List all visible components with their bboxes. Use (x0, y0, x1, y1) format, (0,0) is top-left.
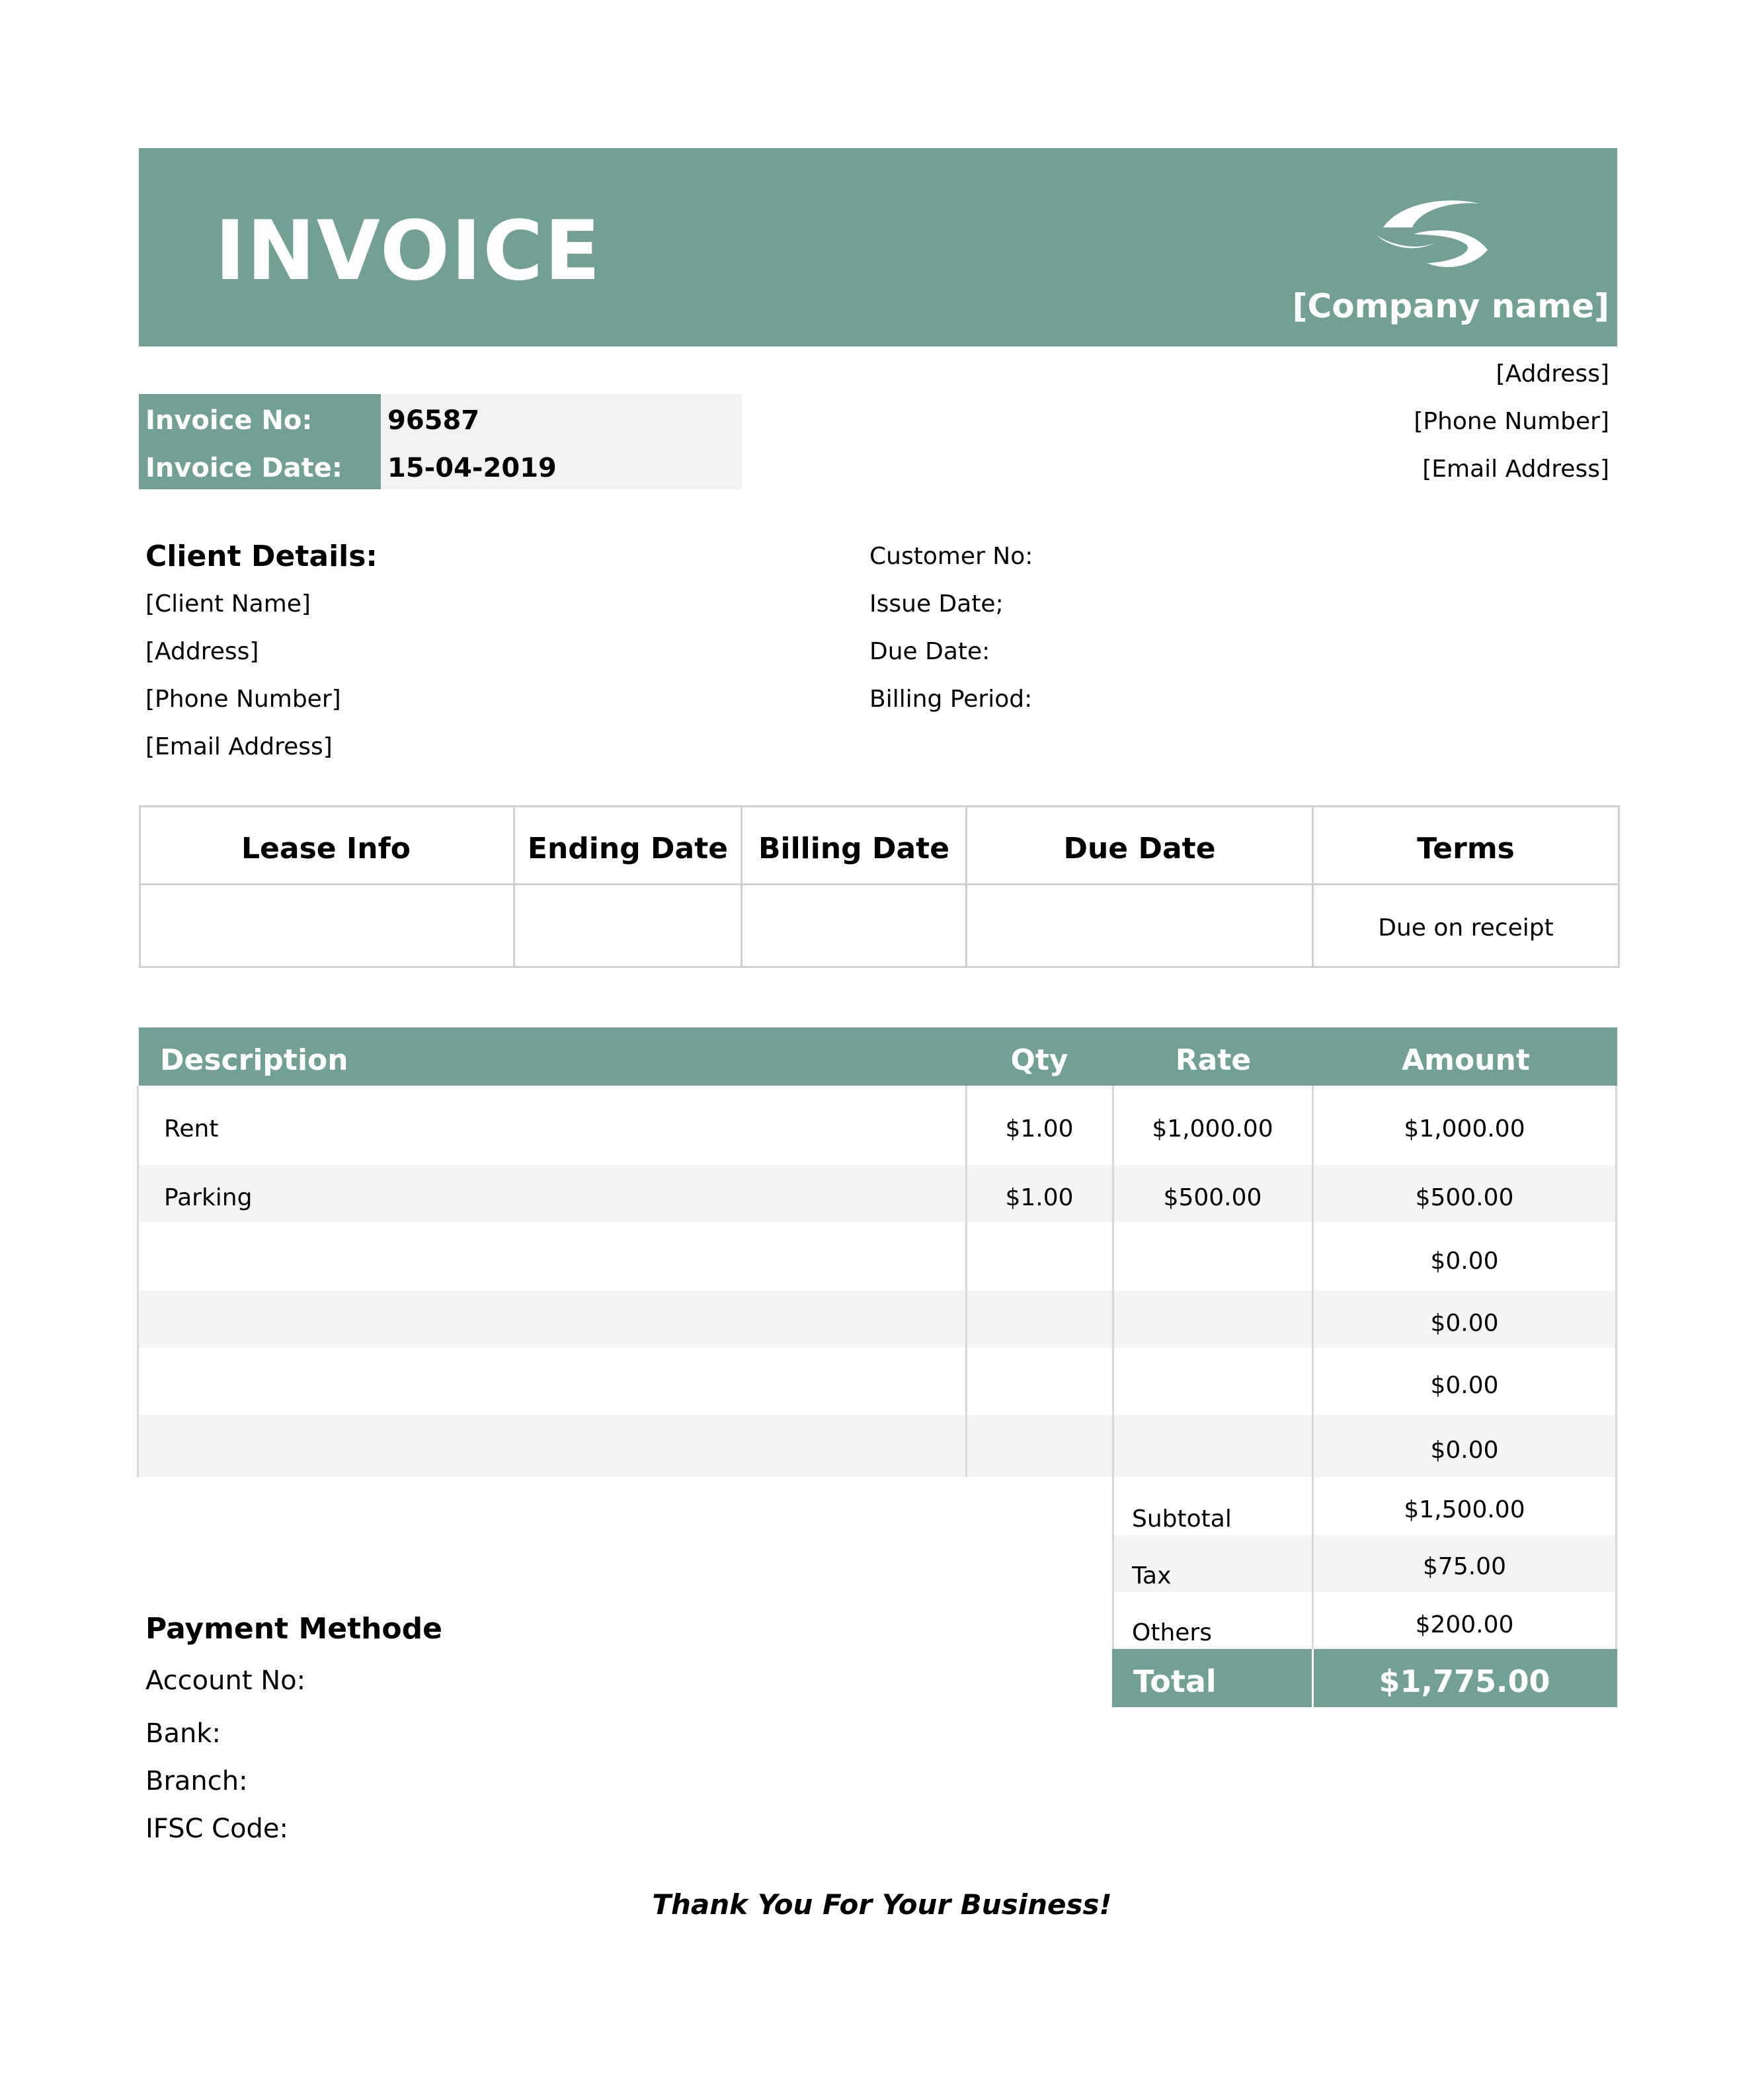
item-amount: $0.00 (1430, 1437, 1499, 1464)
lease-table-divider (139, 883, 1620, 885)
invoice-number-value[interactable]: 96587 (387, 405, 480, 436)
client-details-title: Client Details: (145, 540, 378, 573)
item-description[interactable]: Parking (164, 1184, 253, 1211)
client-address[interactable]: [Address] (145, 638, 259, 665)
others-value[interactable]: $200.00 (1415, 1611, 1514, 1638)
bank-label: Bank: (145, 1718, 221, 1749)
items-col-divider (1112, 1086, 1114, 1649)
invoice-title: INVOICE (215, 204, 602, 299)
company-address: [Address] (1496, 360, 1609, 387)
lease-header-terms: Terms (1417, 832, 1515, 865)
items-col-divider (965, 1086, 967, 1477)
invoice-date-label: Invoice Date: (145, 453, 342, 483)
client-phone[interactable]: [Phone Number] (145, 686, 341, 713)
due-date-label: Due Date: (869, 638, 990, 665)
total-value: $1,775.00 (1379, 1664, 1550, 1699)
invoice-date-value[interactable]: 15-04-2019 (387, 453, 557, 483)
item-qty[interactable]: $1.00 (1005, 1184, 1074, 1211)
item-amount: $1,000.00 (1404, 1115, 1525, 1143)
issue-date-label: Issue Date; (869, 590, 1004, 618)
item-amount: $0.00 (1430, 1310, 1499, 1337)
invoice-number-label: Invoice No: (145, 405, 313, 436)
item-rate[interactable]: $500.00 (1163, 1184, 1262, 1211)
lease-table (139, 805, 1620, 968)
total-label: Total (1133, 1664, 1217, 1699)
account-number-label: Account No: (145, 1665, 306, 1696)
lease-header-ending-date: Ending Date (527, 832, 729, 865)
items-header-description: Description (160, 1043, 348, 1077)
company-name: [Company name] (1292, 287, 1609, 325)
subtotal-label: Subtotal (1132, 1505, 1232, 1533)
lease-header-lease-info: Lease Info (241, 832, 411, 865)
items-header-rate: Rate (1175, 1043, 1252, 1077)
customer-no-label: Customer No: (869, 543, 1033, 570)
items-header-amount: Amount (1402, 1043, 1530, 1077)
lease-col-divider (513, 805, 515, 966)
items-header-qty: Qty (1010, 1043, 1068, 1077)
item-amount: $0.00 (1430, 1372, 1499, 1399)
company-email: [Email Address] (1422, 456, 1609, 483)
lease-cell-terms[interactable]: Due on receipt (1378, 914, 1554, 942)
item-qty[interactable]: $1.00 (1005, 1115, 1074, 1143)
client-name[interactable]: [Client Name] (145, 590, 311, 618)
subtotal-value: $1,500.00 (1404, 1496, 1525, 1523)
lease-col-divider (965, 805, 967, 966)
ifsc-code-label: IFSC Code: (145, 1814, 289, 1844)
billing-period-label: Billing Period: (869, 686, 1033, 713)
item-amount: $500.00 (1415, 1184, 1514, 1211)
lease-col-divider (741, 805, 742, 966)
lease-header-billing-date: Billing Date (758, 832, 950, 865)
tax-label: Tax (1132, 1562, 1172, 1589)
swoosh-logo-icon (1374, 189, 1490, 271)
tax-value[interactable]: $75.00 (1423, 1553, 1506, 1580)
item-rate[interactable]: $1,000.00 (1152, 1115, 1273, 1143)
lease-header-due-date: Due Date (1063, 832, 1216, 865)
thank-you-note: Thank You For Your Business! (652, 1888, 1112, 1921)
others-label: Others (1132, 1619, 1212, 1646)
items-left-border (137, 1086, 139, 1477)
item-amount: $0.00 (1430, 1248, 1499, 1275)
client-email[interactable]: [Email Address] (145, 733, 333, 760)
lease-col-divider (1312, 805, 1314, 966)
company-phone: [Phone Number] (1414, 408, 1609, 435)
item-description[interactable]: Rent (164, 1115, 219, 1143)
branch-label: Branch: (145, 1766, 248, 1796)
payment-method-title: Payment Methode (145, 1612, 443, 1646)
